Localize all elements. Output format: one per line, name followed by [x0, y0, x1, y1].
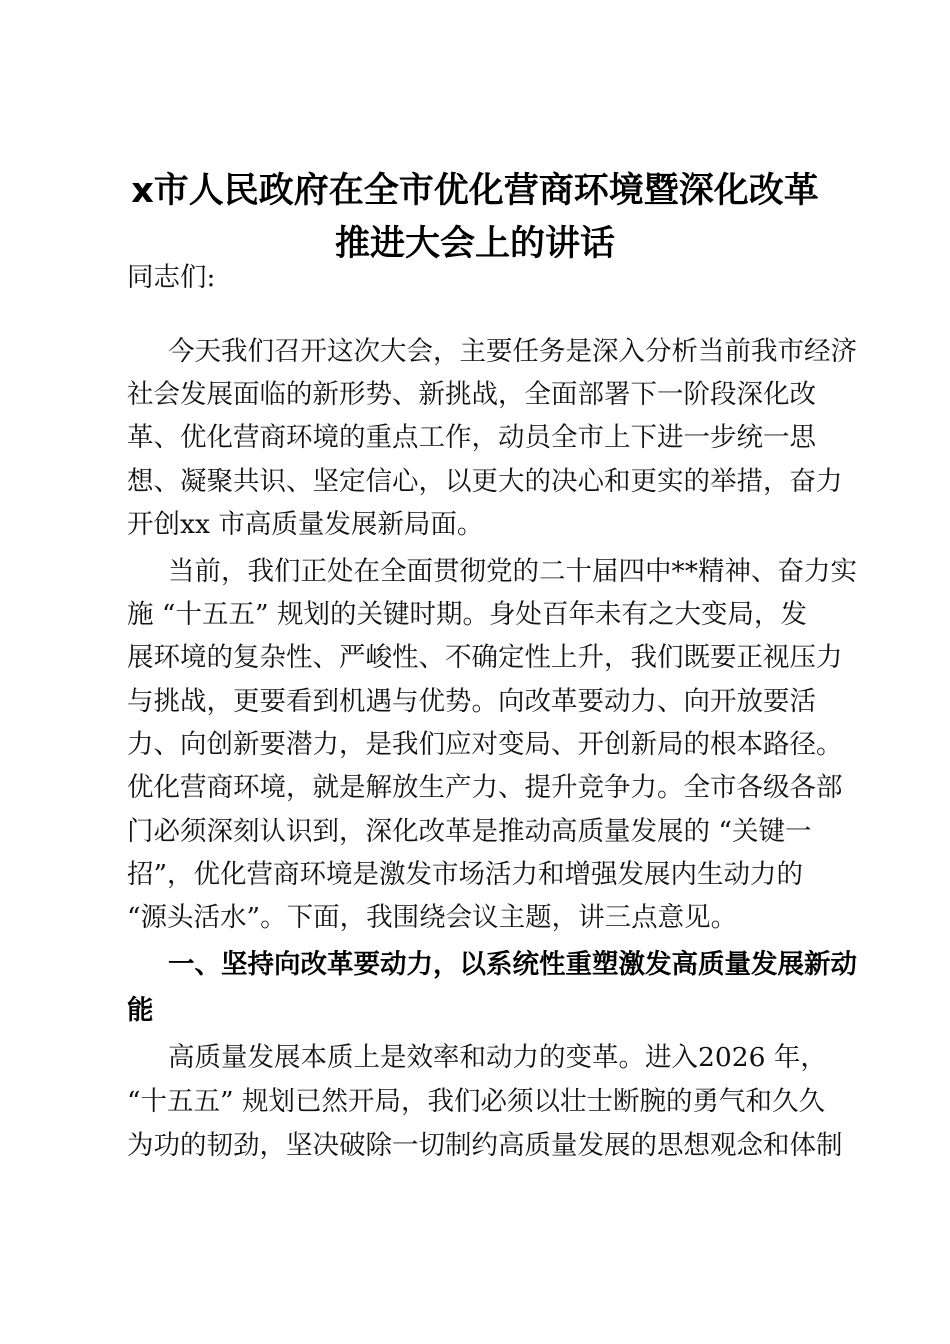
paragraph-line: 革、优化营商环境的重点工作，动员全市上下进一步统一思 [127, 422, 816, 453]
paragraph-line: 当前，我们正处在全面贯彻党的二十届四中**精神、奋力实 [168, 556, 857, 587]
paragraph-line: 展环境的复杂性、严峻性、不确定性上升，我们既要正视压力 [127, 642, 843, 673]
paragraph-line: 招”，优化营商环境是激发市场活力和增强发展内生动力的 [127, 859, 804, 890]
document-title-line-1: x市人民政府在全市优化营商环境暨深化改革 [131, 171, 819, 211]
paragraph-line: 施 “十五五” 规划的关键时期。身处百年未有之大变局，发 [127, 599, 807, 630]
paragraph-line: 今天我们召开这次大会，主要任务是深入分析当前我市经济 [168, 336, 857, 367]
paragraph-line: 开创xx 市高质量发展新局面。 [127, 509, 484, 540]
paragraph-line: 与挑战，更要看到机遇与优势。向改革要动力、向开放要活 [127, 686, 816, 717]
paragraph-line: 社会发展面临的新形势、新挑战，全面部署下一阶段深化改 [127, 379, 816, 410]
greeting: 同志们: [127, 262, 216, 293]
paragraph-line: 为功的韧劲，坚决破除一切制约高质量发展的思想观念和体制 [127, 1130, 843, 1161]
paragraph-line: “源头活水”。下面，我围绕会议主题，讲三点意见。 [127, 902, 738, 933]
paragraph-line: 高质量发展本质上是效率和动力的变革。进入2026 年， [168, 1042, 827, 1073]
paragraph-line: 想、凝聚共识、坚定信心，以更大的决心和更实的举措，奋力 [127, 466, 843, 497]
document-title-line-2: 推进大会上的讲话 [334, 224, 615, 264]
paragraph-line: 力、向创新要潜力，是我们应对变局、开创新局的根本路径。 [127, 729, 843, 760]
section-heading-line: 一、坚持向改革要动力，以系统性重塑激发高质量发展新动 [168, 949, 857, 980]
paragraph-line: 门必须深刻认识到，深化改革是推动高质量发展的 “关键一 [127, 816, 812, 847]
paragraph-line: “十五五” 规划已然开局，我们必须以壮士断腕的勇气和久久 [127, 1086, 826, 1117]
paragraph-line: 优化营商环境，就是解放生产力、提升竞争力。全市各级各部 [127, 772, 843, 803]
section-heading-line: 能 [127, 995, 154, 1026]
